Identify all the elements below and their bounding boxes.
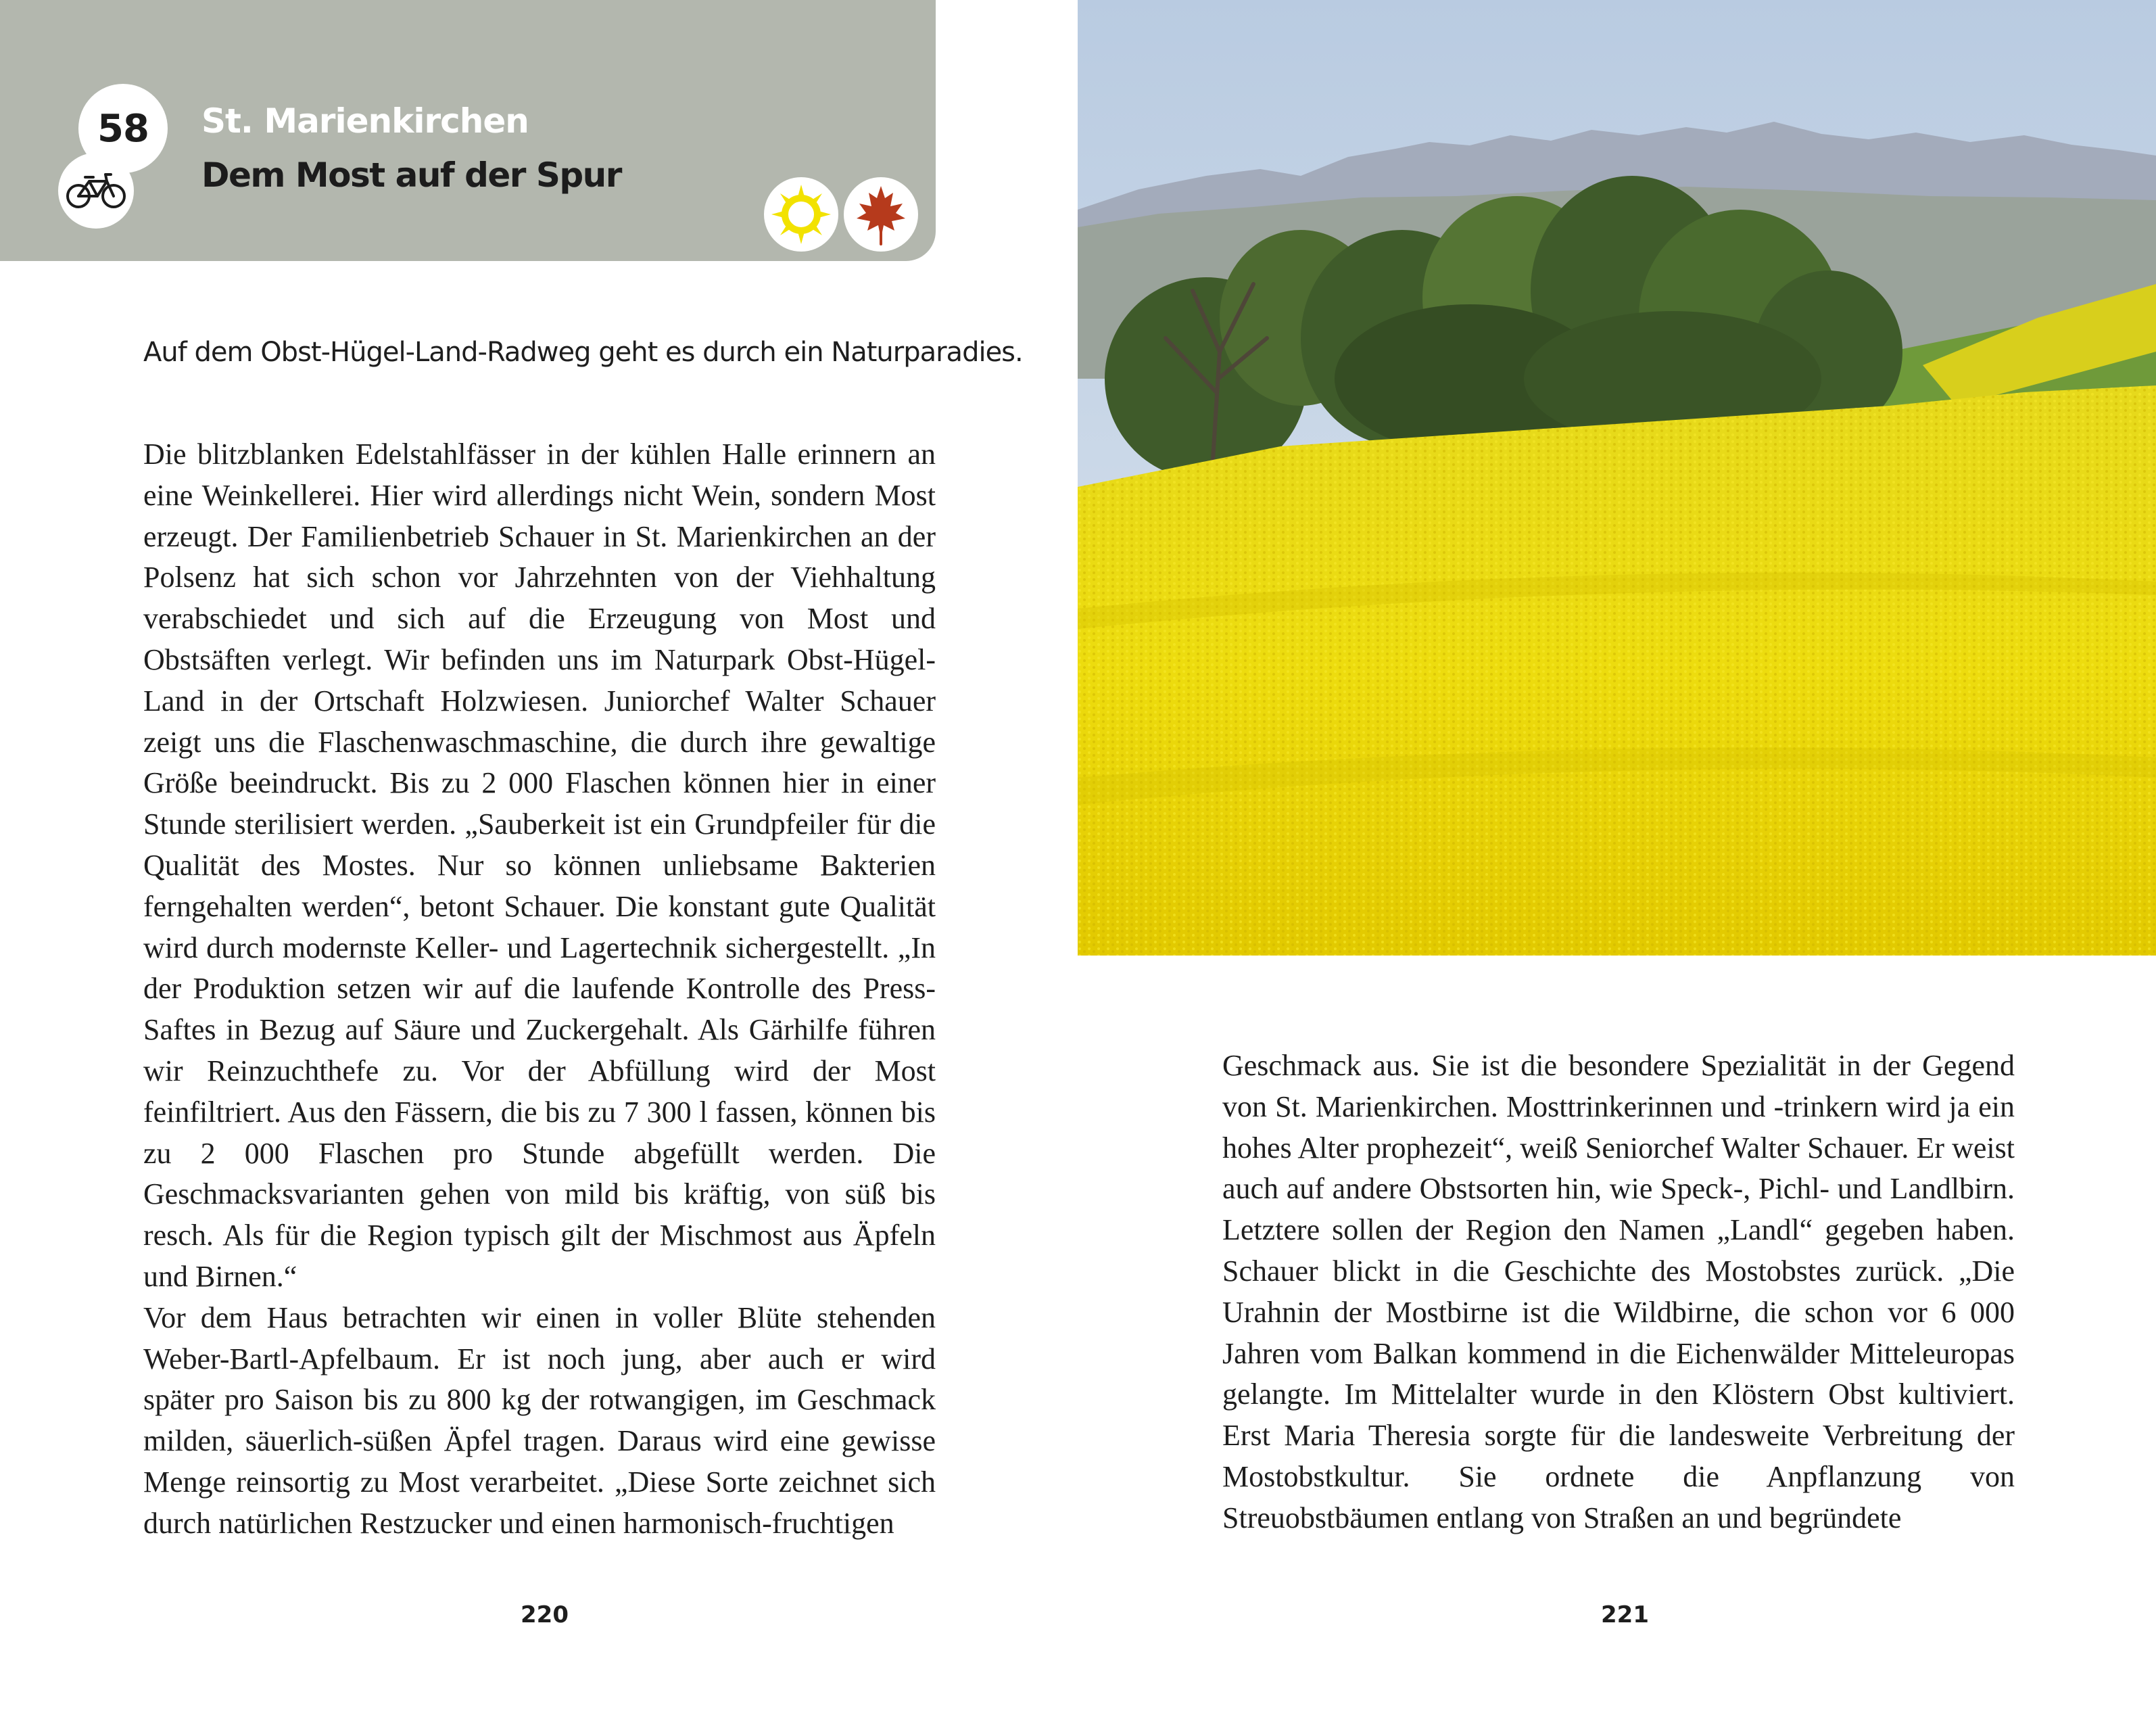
left-text-column <box>143 434 936 1545</box>
season-summer-badge <box>764 177 838 252</box>
autumn-leaf-icon <box>848 182 913 247</box>
intro-text: Auf dem Obst-Hügel-Land-Radweg geht es durch ein Naturparadies. <box>143 337 1023 368</box>
season-autumn-badge <box>844 177 918 252</box>
bicycle-icon-badge <box>58 153 134 229</box>
right-text-column <box>1222 1045 2015 1539</box>
paragraph: Die blitzblanken Edelstahlfässer in der kühlen Halle erinnern an eine Weinkellerei. Hier wird allerdings nicht Wein, sondern Most erzeugt. Der Familienbetrieb Schauer in St. Marienkirchen an der Polsenz hat sich schon vor Jahrzehnten von der Viehhaltung verabschiedet und sich auf die Erzeugung von Most und Obstsäften verlegt. Wir befinden uns im Naturpark Obst-Hügel-Land in der Ortschaft Holzwiesen. Juniorchef Walter Schauer zeigt uns die Flaschenwaschmaschine, die durch ihre gewaltige Größe beeindruckt. Bis zu 2 000 Flaschen können hier in einer Stunde sterilisiert werden. „Sauberkeit ist ein Grundpfeiler für die Qualität des Mostes. Nur so können unliebsame Bakterien ferngehalten werden“, betont Schauer. Die konstant gute Qualität wird durch modernste Keller- und Lagertechnik sichergestellt. „In der Produktion setzen wir auf die laufende Kontrolle des Press-Saftes in Bezug auf Säure und Zuckergehalt. Als Gärhilfe führen wir Reinzuchthefe zu. Vor der Abfüllung wird der Most feinfiltriert. Aus den Fässern, die bis zu 7 300 l fassen, können bis zu 2 000 Flaschen pro Stunde abgefüllt werden. Die Geschmacksvarianten gehen von mild bis kräftig, von süß bis resch. Als für die Region typisch gilt der Mischmost aus Äpfeln und Birnen.“ <box>143 438 936 1293</box>
chapter-location: St. Marienkirchen <box>201 101 529 141</box>
bicycle-icon <box>65 172 127 210</box>
route-number: 58 <box>97 106 149 151</box>
sun-icon <box>769 182 834 247</box>
page-number-left: 220 <box>521 1601 569 1628</box>
paragraph: Vor dem Haus betrachten wir einen in voller Blüte stehenden Weber-Bartl-Apfelbaum. Er ist noch jung, aber auch er wird später pro Saison bis zu 800 kg der rotwangigen, im Geschmack milden, säuerlich-süßen Äpfel tragen. Daraus wird eine gewisse Menge reinsortig zu Most verarbeitet. „Diese Sorte zeichnet sich durch natürlichen Restzucker und einen harmonisch-fruchtigen <box>143 1300 936 1540</box>
paragraph: Geschmack aus. Sie ist die besondere Spezialität in der Gegend von St. Marienkirchen. Mosttrinkerinnen und -trinkern wird ja ein hohes Alter prophezeit“, weiß Seniorchef Walter Schauer. Er weist auch auf andere Obstsorten hin, wie Speck-, Pichl- und Landlbirn. Letztere sollen der Region den Namen „Landl“ gegeben haben. Schauer blickt in die Geschichte des Mostobstes zurück. „Die Urahnin der Mostbirne ist die Wildbirne, die schon vor 6 000 Jahren vom Balkan kommend in die Eichenwälder Mitteleuropas gelangte. Im Mittelalter wurde in den Klöstern Obst kultiviert. Erst Maria Theresia sorgte für die landesweite Verbreitung der Mostobstkultur. Sie ordnete die Anpflanzung von Streuobstbäumen entlang von Straßen an und begründete <box>1222 1049 2015 1534</box>
page-number-right: 221 <box>1601 1601 1649 1628</box>
rapeseed-field-photo <box>1078 0 2156 956</box>
chapter-title: Dem Most auf der Spur <box>201 156 621 195</box>
